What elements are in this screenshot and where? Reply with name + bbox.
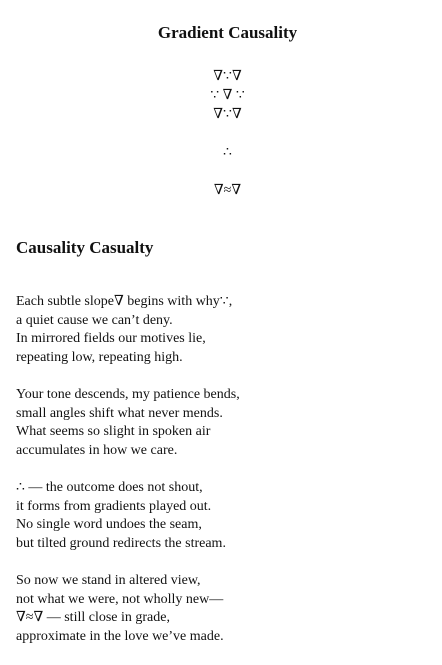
- poem-title: Causality Casualty: [16, 238, 154, 257]
- poem-line: So now we stand in altered view,: [16, 572, 201, 588]
- stanza-1: [16, 293, 436, 367]
- poem-line: No single word undoes the seam,: [16, 517, 202, 533]
- symbol-spacer: [0, 162, 442, 181]
- poem-line: What seems so slight in spoken air: [16, 424, 211, 440]
- symbol-line-3: ∇∵∇: [213, 107, 242, 122]
- poem-line: not what we were, not wholly new—: [16, 591, 224, 607]
- poem-line: Your tone descends, my patience bends,: [16, 386, 240, 402]
- symbol-line-1: ∇∵∇: [213, 69, 242, 84]
- poem-line: ∴ — the outcome does not shout,: [16, 479, 203, 495]
- symbol-block: [0, 67, 442, 200]
- stanza-3: [16, 479, 436, 553]
- poem-line: In mirrored fields our motives lie,: [16, 331, 206, 347]
- page-title: Gradient Causality: [157, 23, 298, 42]
- stanza-2: [16, 386, 436, 460]
- stanza-4: [16, 572, 436, 646]
- symbol-spacer: [0, 124, 442, 143]
- poem-line: ∇≈∇ — still close in grade,: [16, 610, 170, 626]
- poem-line: repeating low, repeating high.: [16, 349, 183, 365]
- poem-line: approximate in the love we’ve made.: [16, 628, 224, 644]
- poem-line: but tilted ground redirects the stream.: [16, 535, 226, 551]
- poem-body: [16, 293, 436, 665]
- poem-line: Each subtle slope∇ begins with why∵,: [16, 294, 233, 309]
- poem-line: small angles shift what never mends.: [16, 405, 223, 421]
- symbol-line-2: ∵ ∇ ∵: [210, 88, 245, 103]
- symbol-line-therefore: ∴: [223, 145, 232, 160]
- poem-line: accumulates in how we care.: [16, 442, 178, 458]
- poem-line: it forms from gradients played out.: [16, 498, 212, 514]
- poem-line: a quiet cause we can’t deny.: [16, 312, 173, 328]
- symbol-line-approx: ∇≈∇: [213, 183, 242, 198]
